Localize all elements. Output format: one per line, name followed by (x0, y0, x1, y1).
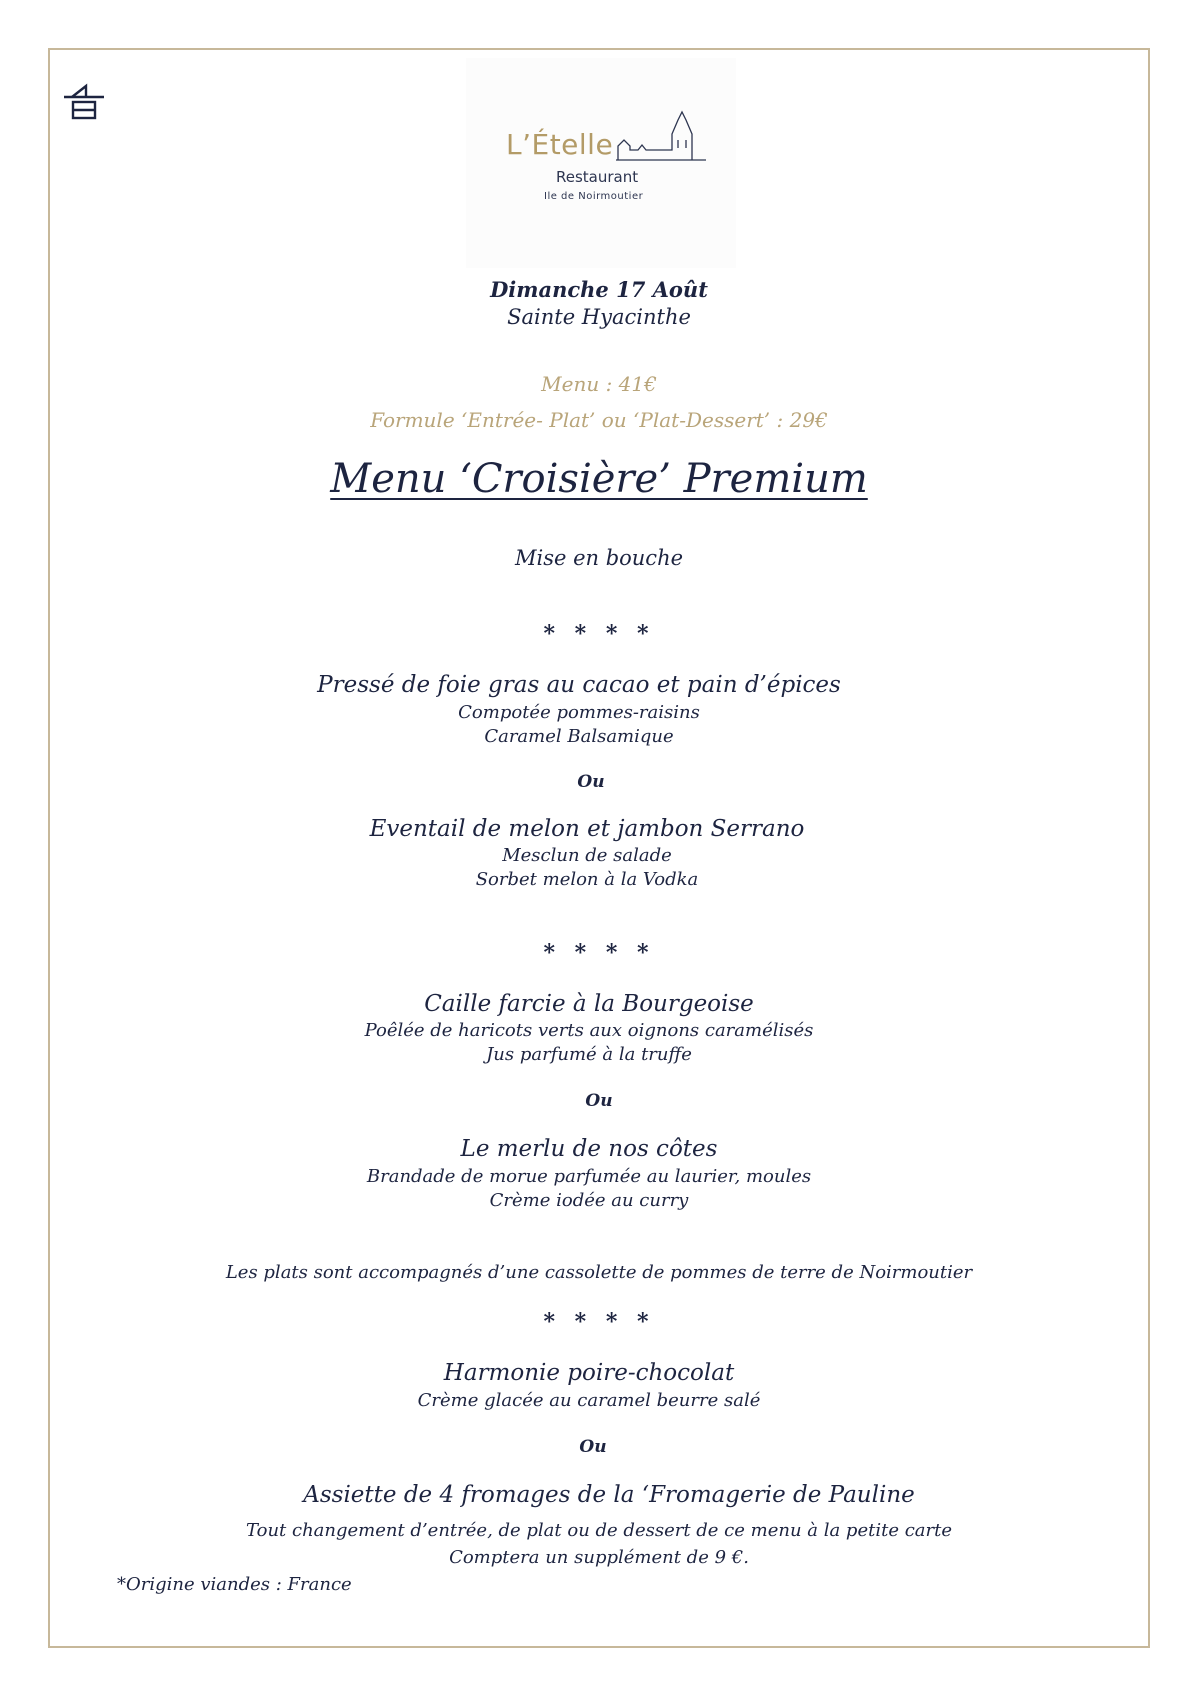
supplement-line-1: Tout changement d’entrée, de plat ou de dessert de ce menu à la petite carte (246, 1520, 952, 1541)
starter-1-line-1: Compotée pommes-raisins (458, 702, 700, 723)
logo-location: Ile de Noirmoutier (544, 191, 644, 202)
church-logo-icon (616, 110, 706, 162)
dessert-1-line-1: Crème glacée au caramel beurre salé (417, 1390, 761, 1411)
dessert-2-name: Assiette de 4 fromages de la ‘Fromagerie de Pauline (303, 1482, 915, 1508)
logo-name: L’Ételle (506, 128, 614, 161)
main-1-line-1: Poêlée de haricots verts aux oignons caramélisés (364, 1020, 814, 1041)
restaurant-logo (466, 58, 736, 268)
main-1-name: Caille farcie à la Bourgeoise (424, 991, 754, 1017)
separator: * * * * (543, 940, 655, 966)
menu-price: Menu : 41€ (541, 372, 657, 396)
amuse-bouche: Mise en bouche (514, 546, 684, 570)
starter-2-line-1: Mesclun de salade (502, 845, 672, 866)
starter-1-line-2: Caramel Balsamique (484, 726, 674, 747)
starter-2-name: Eventail de melon et jambon Serrano (369, 816, 805, 842)
supplement-line-2: Comptera un supplément de 9 €. (449, 1547, 749, 1568)
or-label: Ou (577, 772, 605, 792)
separator: * * * * (543, 621, 655, 647)
or-label: Ou (579, 1437, 607, 1457)
mains-note: Les plats sont accompagnés d’une cassolette de pommes de terre de Noirmoutier (225, 1262, 973, 1283)
separator: * * * * (543, 1309, 655, 1335)
home-icon[interactable] (62, 82, 106, 122)
dessert-1-name: Harmonie poire-chocolat (443, 1360, 735, 1386)
main-2-name: Le merlu de nos côtes (460, 1136, 718, 1162)
main-1-line-2: Jus parfumé à la truffe (486, 1044, 692, 1065)
main-2-line-1: Brandade de morue parfumée au laurier, moules (366, 1166, 812, 1187)
meat-origin-footnote: *Origine viandes : France (117, 1574, 352, 1595)
starter-2-line-2: Sorbet melon à la Vodka (475, 869, 699, 890)
or-label: Ou (585, 1091, 613, 1111)
saint-of-day: Sainte Hyacinthe (507, 305, 691, 329)
main-2-line-2: Crème iodée au curry (489, 1190, 689, 1211)
logo-subtitle: Restaurant (556, 168, 639, 186)
formula-price: Formule ‘Entrée- Plat’ ou ‘Plat-Dessert’ : 29€ (370, 408, 828, 432)
page-title: Menu ‘Croisière’ Premium (330, 456, 868, 502)
starter-1-name: Pressé de foie gras au cacao et pain d’épices (317, 672, 841, 698)
menu-date: Dimanche 17 Août (490, 277, 708, 302)
